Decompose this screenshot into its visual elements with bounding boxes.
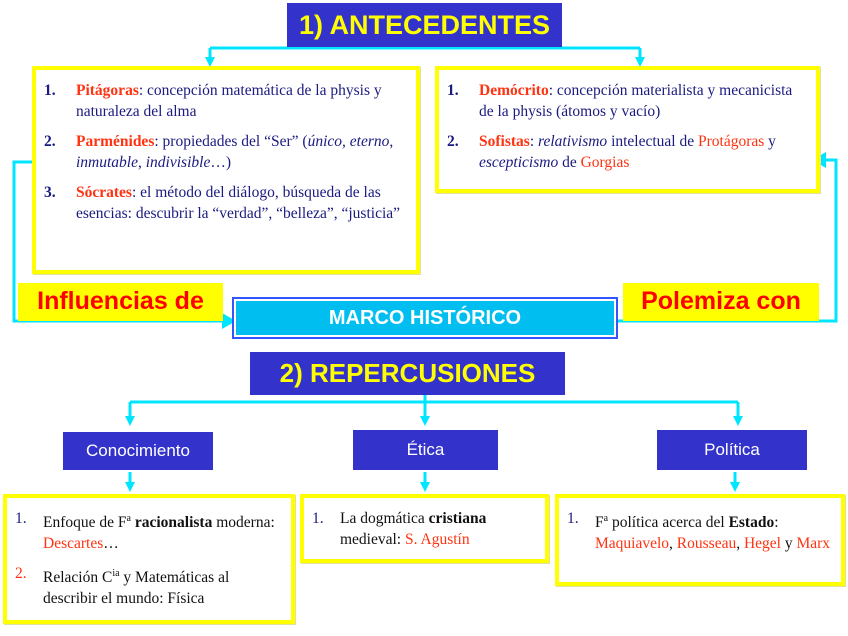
item-number: 1. [15,510,27,527]
item-text: La dogmática [340,510,429,527]
repercusiones-title: 2) REPERCUSIONES [250,352,565,395]
item-text: : [529,133,539,150]
item-bold: racionalista [134,514,213,532]
author-name: Marx [796,535,831,553]
item-text: : [774,514,779,532]
item-text: , [138,154,146,171]
list-item [9,508,285,554]
antecedentes-right-box [435,66,820,193]
list-item [38,80,408,122]
conocimiento-box [3,494,295,624]
author-name: Maquiavelo [595,535,670,553]
item-text: Enfoque de F [43,514,127,532]
list-item [561,508,837,554]
list-item [9,563,285,609]
list-item [306,508,539,550]
antecedentes-title: 1) ANTECEDENTES [287,3,562,47]
item-text: política acerca del [608,514,729,532]
item-text: y Matemáticas al describir el mundo: Física [43,569,230,608]
polemiza-label: Polemiza con [623,283,819,321]
antecedentes-left-box [32,66,420,274]
item-text: medieval: [340,531,405,548]
philosopher-name: Demócrito [479,82,549,99]
item-text: moderna: [212,514,275,532]
author-name: Rousseau [676,535,737,553]
item-text: Relación C [43,569,113,587]
item-text: , [669,535,677,553]
politica-box [555,494,845,586]
item-number: 1. [567,510,579,527]
item-emphasis: indivisible [145,154,211,171]
item-number: 2. [447,133,459,150]
list-item [441,131,810,173]
author-name: S. Agustín [405,531,470,548]
philosopher-name: Gorgias [580,154,630,171]
item-text: F [595,514,604,532]
list-item [38,182,408,224]
item-number: 1. [312,510,324,527]
philosopher-name: Sofistas [479,133,530,150]
philosopher-name: Protágoras [698,133,765,150]
etica-box [300,494,549,563]
item-number: 3. [44,184,56,201]
philosopher-name: Sócrates [76,184,132,201]
item-sup: ia [112,568,120,580]
item-bold: cristiana [428,510,487,527]
marco-historico: MARCO HISTÓRICO [236,301,614,335]
item-text: … [103,535,119,553]
marco-frame [232,297,618,339]
item-text: de [558,154,581,171]
author-name: Descartes [43,535,104,553]
philosopher-name: Pitágoras [76,82,139,99]
item-number: 2. [15,565,27,583]
item-text: , [389,133,394,150]
item-emphasis: escepticismo [479,154,559,171]
author-name: Hegel [743,535,781,553]
item-text: y [780,535,797,553]
item-text: , [736,535,744,553]
item-text: intelectual de [607,133,698,150]
item-text: : concepción matemática de la physis y naturaleza del alma [76,82,382,120]
item-text: : propiedades del “Ser” ( [154,133,308,150]
item-emphasis: único, eterno [307,133,390,150]
item-bold: Estado [728,514,775,532]
list-item [38,131,408,173]
philosopher-name: Parménides [76,133,155,150]
item-sup: a [126,513,131,524]
item-text: : concepción materialista y mecanicista de la physis (átomos y vacío) [479,82,793,120]
item-text: : el método del diálogo, búsqueda de las esencias: descubrir la “verdad”, “belleza”, “justicia” [76,184,401,222]
item-emphasis: inmutable [76,154,138,171]
item-text: y [764,133,776,150]
item-sup: a [603,513,609,524]
category-conocimiento: Conocimiento [63,432,213,470]
category-etica: Ética [353,430,498,470]
list-item [441,80,810,122]
item-text: …) [210,154,231,171]
influencias-label: Influencias de [18,283,223,321]
item-emphasis: relativismo [538,133,608,150]
category-politica: Política [657,430,807,470]
item-number: 1. [44,82,56,99]
item-number: 2. [44,133,56,150]
item-number: 1. [447,82,459,99]
